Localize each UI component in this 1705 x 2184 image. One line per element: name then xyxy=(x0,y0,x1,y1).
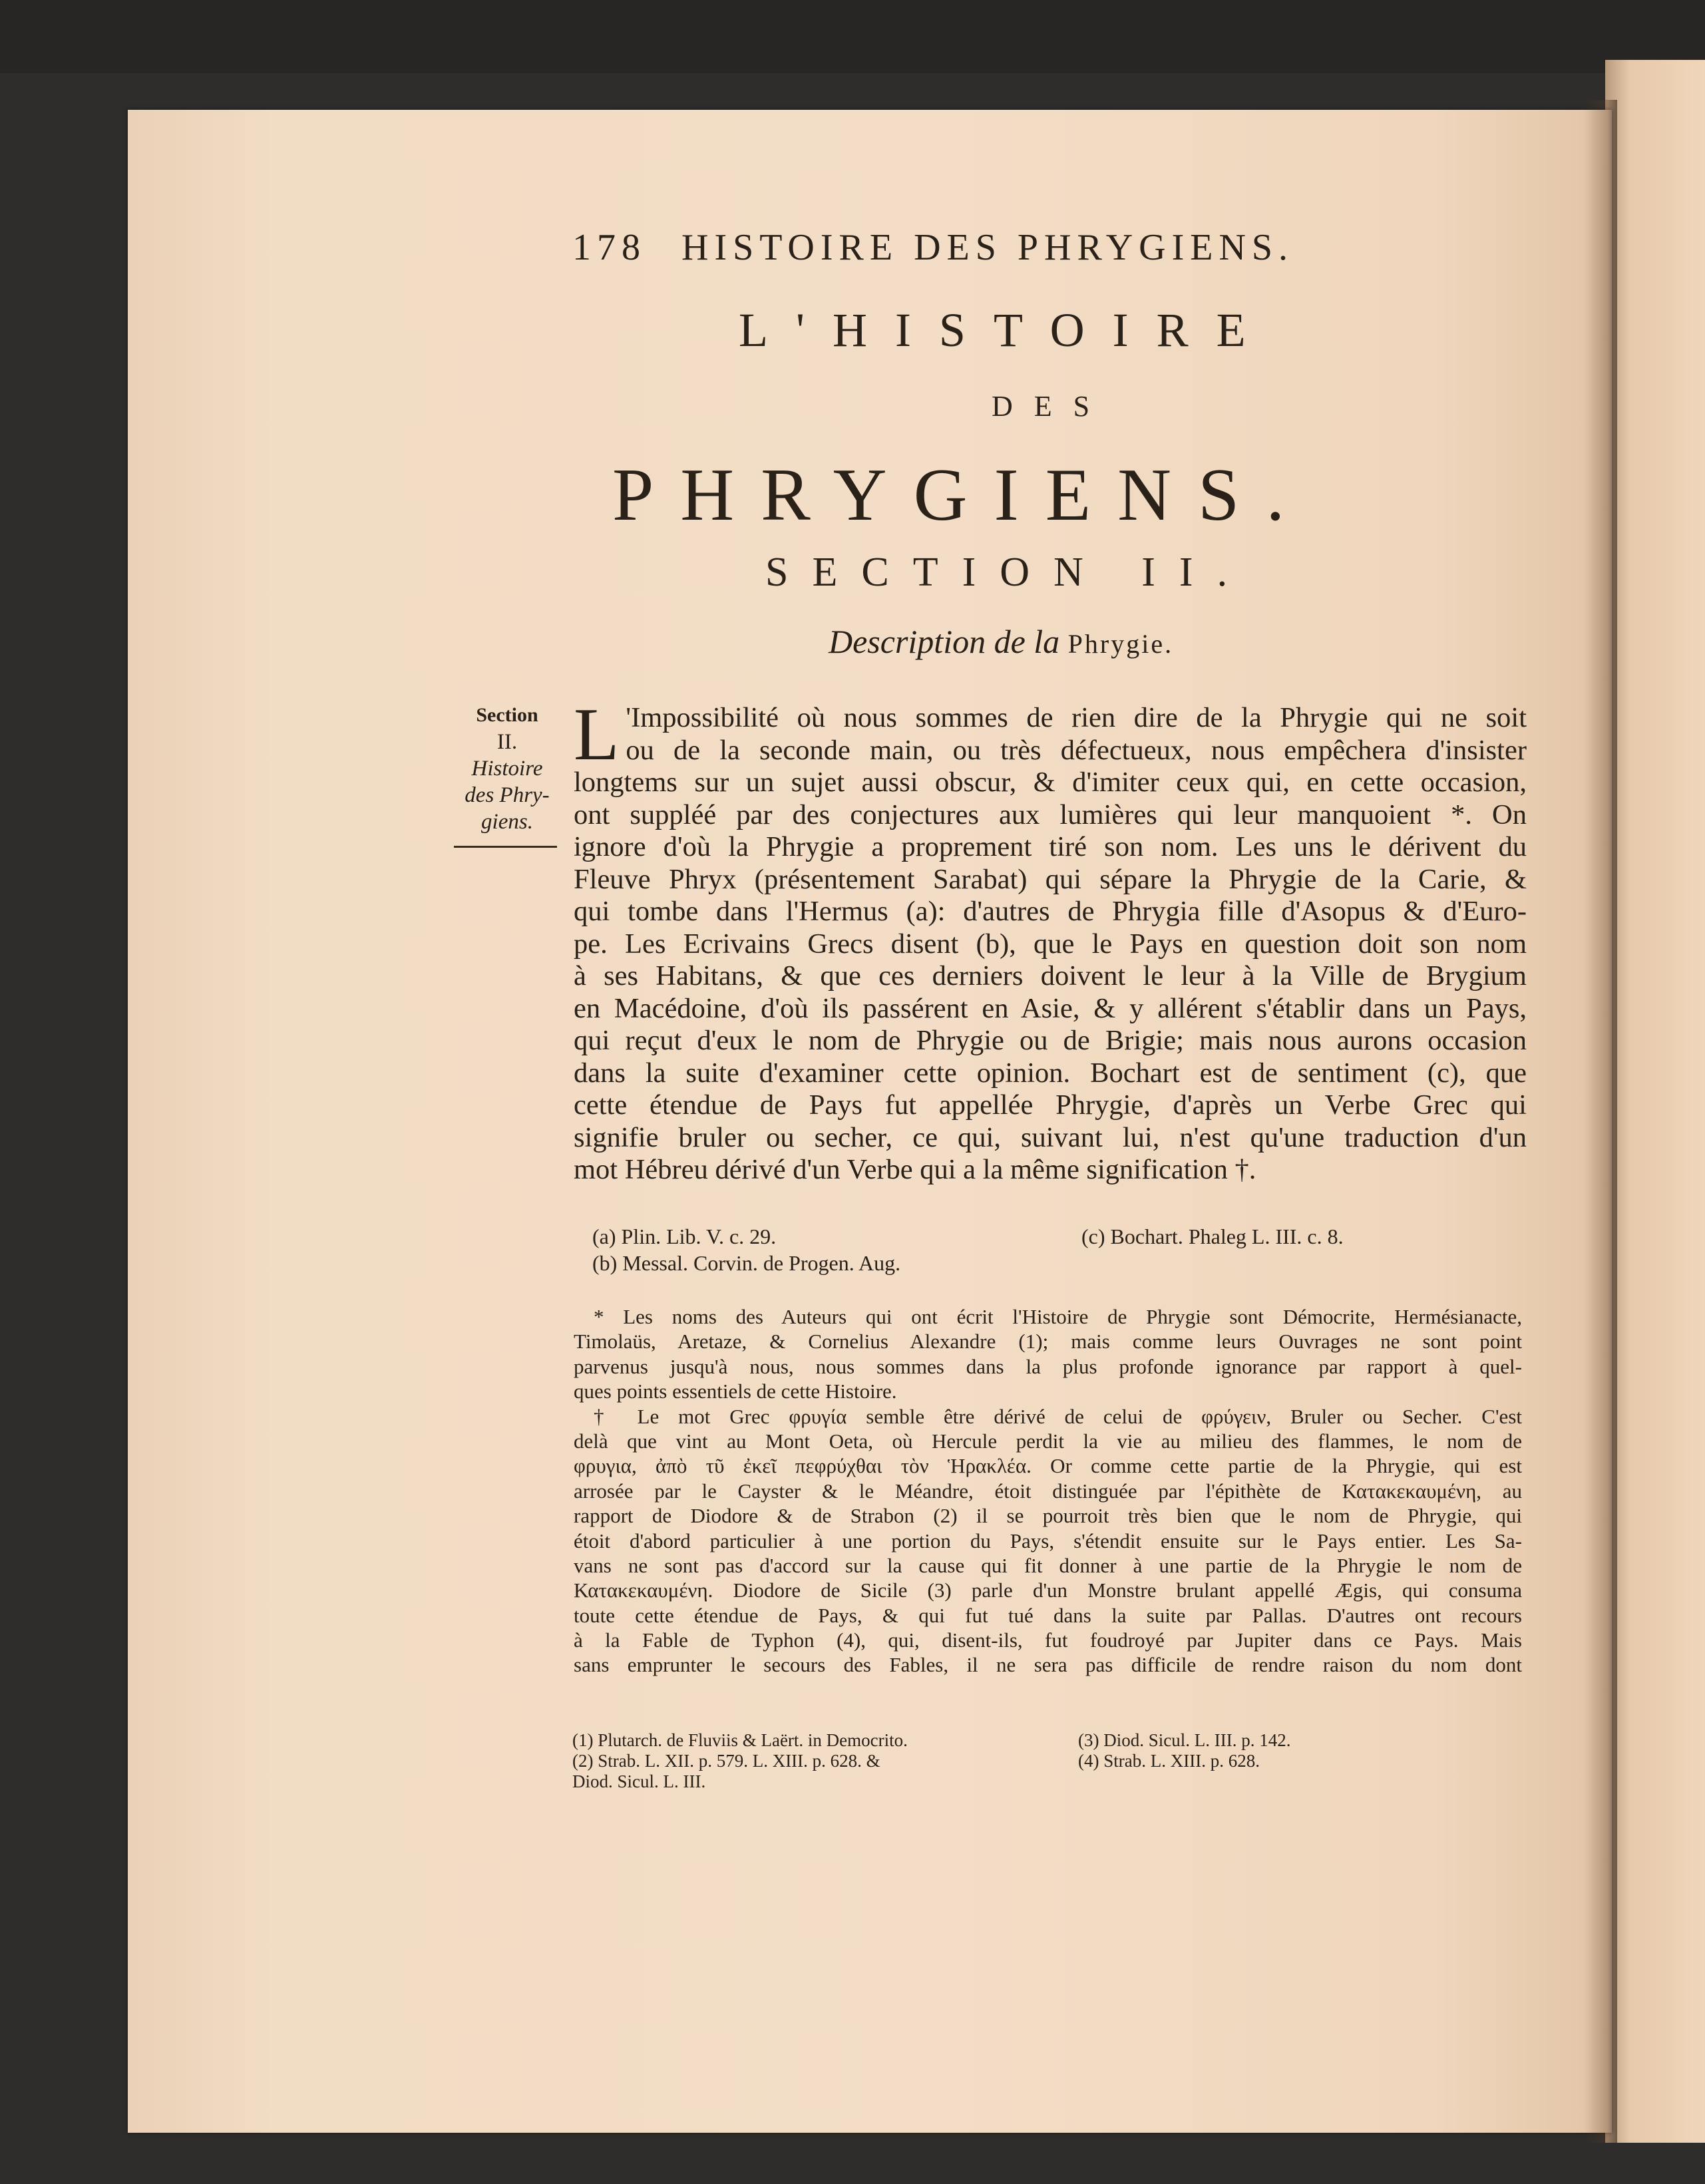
margin-note-rule xyxy=(454,846,557,848)
footnotes-main xyxy=(592,1223,1524,1276)
note-line: sans emprunter le secours des Fables, il ne sera pas difficile de rendre raison du nom dont xyxy=(574,1653,1522,1677)
subtitle-caps: Phrygie. xyxy=(1067,629,1174,659)
footnote-row xyxy=(572,1771,1517,1792)
running-head-title: HISTOIRE DES PHRYGIENS. xyxy=(681,227,1294,268)
body-line: ou de la seconde main, ou très défectueux, nous empêchera d'insister xyxy=(626,734,1527,766)
margin-note-head: Section xyxy=(476,704,538,726)
footnote-row xyxy=(592,1250,1524,1276)
note-line: φρυγια, ἀπὸ τῦ ἐκεῖ πεφρύχθαι τὸν Ἡρακλέα. Or comme cette partie de la Phrygie, qui est xyxy=(574,1454,1522,1478)
body-line: Fleuve Phryx (présentement Sarabat) qui sépare la Phrygie de la Carie, & xyxy=(574,863,1527,895)
body-line: pe. Les Ecrivains Grecs disent (b), que le Pays en question doit son nom xyxy=(574,928,1527,960)
body-line: signifie bruler ou secher, ce qui, suivant lui, n'est qu'une traduction d'un xyxy=(574,1121,1527,1153)
note-line: arrosée par le Cayster & le Méandre, étoit distinguée par l'épithète de Κατακεκαυμένη, au xyxy=(574,1479,1522,1503)
body-text xyxy=(574,693,1527,1186)
note-line: Timolaüs, Aretaze, & Cornelius Alexandre (1); mais comme leurs Ouvrages ne sont point xyxy=(574,1330,1522,1354)
footnote-c: (c) Bochart. Phaleg L. III. c. 8. xyxy=(1081,1224,1344,1248)
body-line: en Macédoine, d'où ils passérent en Asie, & y allérent s'établir dans un Pays, xyxy=(574,992,1527,1024)
margin-note-line: giens. xyxy=(481,810,533,834)
footnote-4: (4) Strab. L. XIII. p. 628. xyxy=(1078,1751,1260,1771)
footnote-b: (b) Messal. Corvin. de Progen. Aug. xyxy=(592,1251,901,1275)
drop-cap: L xyxy=(574,693,620,776)
body-line: longtems sur un sujet aussi obscur, & d'imiter ceux qui, en cette occasion, xyxy=(574,767,1527,798)
body-line: dans la suite d'examiner cette opinion. Bochart est de sentiment (c), que xyxy=(574,1057,1527,1089)
title-line-1: L'HISTOIRE xyxy=(739,303,1274,357)
body-line: 'Impossibilité où nous sommes de rien dire de la Phrygie qui ne soit xyxy=(626,702,1527,733)
title-line-3: PHRYGIENS. xyxy=(612,454,1312,536)
note-line: parvenus jusqu'à nous, nous sommes dans la plus profonde ignorance par rapport à quel- xyxy=(574,1354,1522,1378)
note-line: ques points essentiels de cette Histoire. xyxy=(574,1379,897,1403)
note-line: étoit d'abord particulier à une portion du Pays, s'étendit ensuite sur le Pays entier. Les Sa- xyxy=(574,1529,1522,1552)
title-line-2: DES xyxy=(992,390,1111,423)
body-line: cette étendue de Pays fut appellée Phrygie, d'après un Verbe Grec qui xyxy=(574,1089,1527,1121)
margin-note-line: Histoire xyxy=(471,757,543,781)
spine-shadow xyxy=(1584,100,1617,2143)
footnote-1: (1) Plutarch. de Fluviis & Laërt. in Democrito. xyxy=(572,1730,908,1750)
facing-page-edge xyxy=(1605,60,1705,2143)
scan-background xyxy=(0,0,1705,73)
note-line: † Le mot Grec φρυγία semble être dérivé de celui de φρύγειν, Bruler ou Secher. C'est xyxy=(594,1404,1522,1428)
note-line: vans ne sont pas d'accord sur la cause qui fit donner à une partie de la Phrygie le nom de xyxy=(574,1553,1522,1577)
body-line: ignore d'où la Phrygie a proprement tiré son nom. Les uns le dérivent du xyxy=(574,831,1527,862)
footnote-row xyxy=(592,1223,1524,1250)
footnote-3: (3) Diod. Sicul. L. III. p. 142. xyxy=(1078,1730,1291,1750)
footnote-row xyxy=(572,1751,1517,1771)
section-heading: SECTION II. xyxy=(765,550,1252,595)
note-line: delà que vint au Mont Oeta, où Hercule perdit la vie au milieu des flammes, le nom de xyxy=(574,1429,1522,1453)
body-line: qui tombe dans l'Hermus (a): d'autres de Phrygia fille d'Asopus & d'Euro- xyxy=(574,896,1527,927)
footnotes-notes xyxy=(572,1730,1517,1792)
footnote-2-cont: Diod. Sicul. L. III. xyxy=(572,1771,706,1791)
margin-note xyxy=(454,702,560,848)
running-head xyxy=(572,226,1294,269)
margin-note-number: II. xyxy=(496,730,518,754)
body-line: ont suppléé par des conjectures aux lumières qui leur manquoient *. On xyxy=(574,799,1527,830)
subtitle-italic: Description de la xyxy=(829,623,1060,660)
body-line: à ses Habitans, & que ces derniers doivent le leur à la Ville de Brygium xyxy=(574,960,1527,992)
margin-note-line: des Phry- xyxy=(465,783,550,807)
note-line: * Les noms des Auteurs qui ont écrit l'Histoire de Phrygie sont Démocrite, Hermésianacte, xyxy=(594,1305,1522,1328)
note-line: à la Fable de Typhon (4), qui, disent-ils, fut foudroyé par Jupiter dans ce Pays. Mais xyxy=(574,1628,1522,1652)
note-line: toute cette étendue de Pays, & qui fut tué dans la suite par Pallas. D'autres ont recours xyxy=(574,1603,1522,1627)
notes-text xyxy=(574,1304,1522,1678)
page-number: 178 xyxy=(572,227,646,268)
note-line: Κατακεκαυμένη. Diodore de Sicile (3) parle d'un Monstre brulant appellé Ægis, qui consuma xyxy=(574,1578,1522,1602)
footnote-2: (2) Strab. L. XII. p. 579. L. XIII. p. 628. & xyxy=(572,1751,880,1771)
footnote-a: (a) Plin. Lib. V. c. 29. xyxy=(592,1224,777,1248)
footnote-row xyxy=(572,1730,1517,1751)
subtitle xyxy=(829,622,1173,661)
note-line: rapport de Diodore & de Strabon (2) il se pourroit très bien que le nom de Phrygie, qui xyxy=(574,1504,1522,1528)
body-line: qui reçut d'eux le nom de Phrygie ou de Brigie; mais nous aurons occasion xyxy=(574,1025,1527,1056)
body-line: mot Hébreu dérivé d'un Verbe qui a la même signification †. xyxy=(574,1154,1256,1185)
